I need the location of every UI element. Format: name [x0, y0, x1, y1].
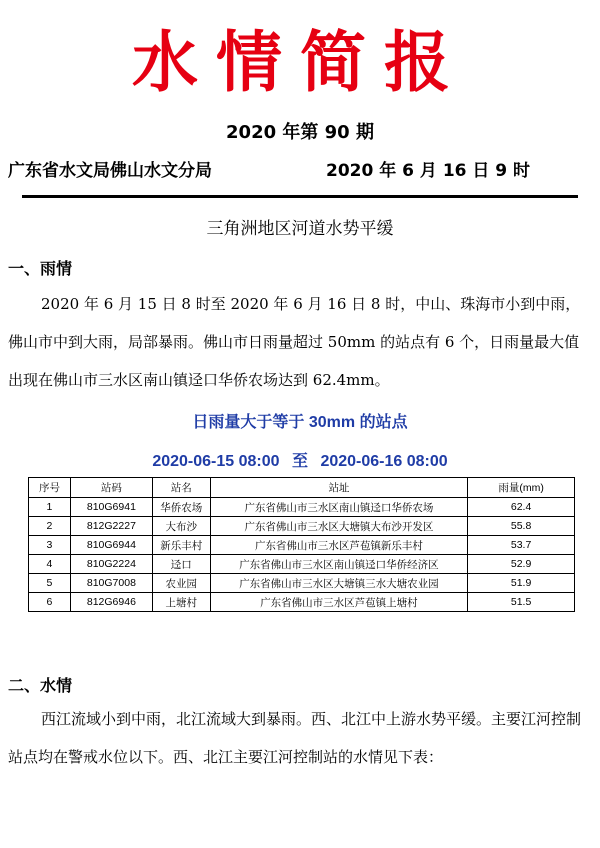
- cell-name: 迳口: [152, 555, 210, 574]
- table-row: [29, 498, 575, 517]
- cell-code: 812G2227: [70, 517, 152, 536]
- headline: 三角洲地区河道水势平缓: [206, 219, 394, 239]
- table-row: [29, 574, 575, 593]
- cell-code: 810G7008: [70, 574, 152, 593]
- rain-table-period: [0, 448, 600, 471]
- table-row: [29, 517, 575, 536]
- cell-index: 4: [29, 555, 71, 574]
- cell-address: 广东省佛山市三水区芦苞镇上塘村: [210, 593, 467, 612]
- cell-address: 广东省佛山市三水区南山镇迳口华侨农场: [210, 498, 467, 517]
- period-start: 2020-06-15 08:00: [152, 453, 280, 470]
- cell-rainfall: 55.8: [468, 517, 575, 536]
- col-header-name: 站名: [152, 478, 210, 498]
- cell-name: 新乐丰村: [152, 536, 210, 555]
- period-separator: 至: [291, 453, 308, 470]
- section-heading-water: 二、水情: [8, 676, 73, 695]
- cell-rainfall: 53.7: [468, 536, 575, 555]
- table-header-row: [29, 478, 575, 498]
- col-header-address: 站址: [210, 478, 467, 498]
- masthead-title: 水情简报: [132, 23, 468, 101]
- rain-table-title: 日雨量大于等于 30mm 的站点: [192, 414, 408, 431]
- cell-index: 6: [29, 593, 71, 612]
- period-end: 2020-06-16 08:00: [320, 453, 448, 470]
- cell-rainfall: 62.4: [468, 498, 575, 517]
- cell-address: 广东省佛山市三水区芦苞镇新乐丰村: [210, 536, 467, 555]
- cell-name: 大布沙: [152, 517, 210, 536]
- table-row: [29, 555, 575, 574]
- cell-code: 812G6946: [70, 593, 152, 612]
- cell-name: 农业园: [152, 574, 210, 593]
- col-header-rainfall: 雨量(mm): [468, 478, 575, 498]
- issue-date: 2020 年 6 月 16 日 9 时: [326, 161, 531, 181]
- col-header-code: 站码: [70, 478, 152, 498]
- cell-index: 1: [29, 498, 71, 517]
- rain-summary-paragraph: 2020 年 6 月 15 日 8 时至 2020 年 6 月 16 日 8 时，中山、珠海市小到中雨，佛山市中到大雨，局部暴雨。佛山市日雨量超过 50mm 的站点有 6 个，日雨量最大值出现在佛山市三水区南山镇迳口华侨农场达到 62.4mm。: [8, 295, 581, 389]
- cell-address: 广东省佛山市三水区大塘镇三水大塘农业园: [210, 574, 467, 593]
- section-heading-rain: 一、雨情: [8, 259, 73, 278]
- rain-stations-table: [28, 477, 575, 612]
- cell-code: 810G2224: [70, 555, 152, 574]
- issuing-department: 广东省水文局佛山水文分局: [8, 161, 212, 181]
- table-row: [29, 593, 575, 612]
- header-divider: [22, 195, 578, 198]
- cell-index: 3: [29, 536, 71, 555]
- water-summary-paragraph: 西江流域小到中雨，北江流域大到暴雨。西、北江中上游水势平缓。主要江河控制站点均在警戒水位以下。西、北江主要江河控制站的水情见下表：: [8, 710, 582, 766]
- cell-code: 810G6944: [70, 536, 152, 555]
- table-row: [29, 536, 575, 555]
- cell-name: 上塘村: [152, 593, 210, 612]
- cell-address: 广东省佛山市三水区大塘镇大布沙开发区: [210, 517, 467, 536]
- cell-rainfall: 52.9: [468, 555, 575, 574]
- cell-index: 5: [29, 574, 71, 593]
- cell-index: 2: [29, 517, 71, 536]
- cell-rainfall: 51.5: [468, 593, 575, 612]
- cell-code: 810G6941: [70, 498, 152, 517]
- cell-address: 广东省佛山市三水区南山镇迳口华侨经济区: [210, 555, 467, 574]
- col-header-index: 序号: [29, 478, 71, 498]
- issue-number: 2020 年第 90 期: [226, 122, 374, 143]
- cell-name: 华侨农场: [152, 498, 210, 517]
- cell-rainfall: 51.9: [468, 574, 575, 593]
